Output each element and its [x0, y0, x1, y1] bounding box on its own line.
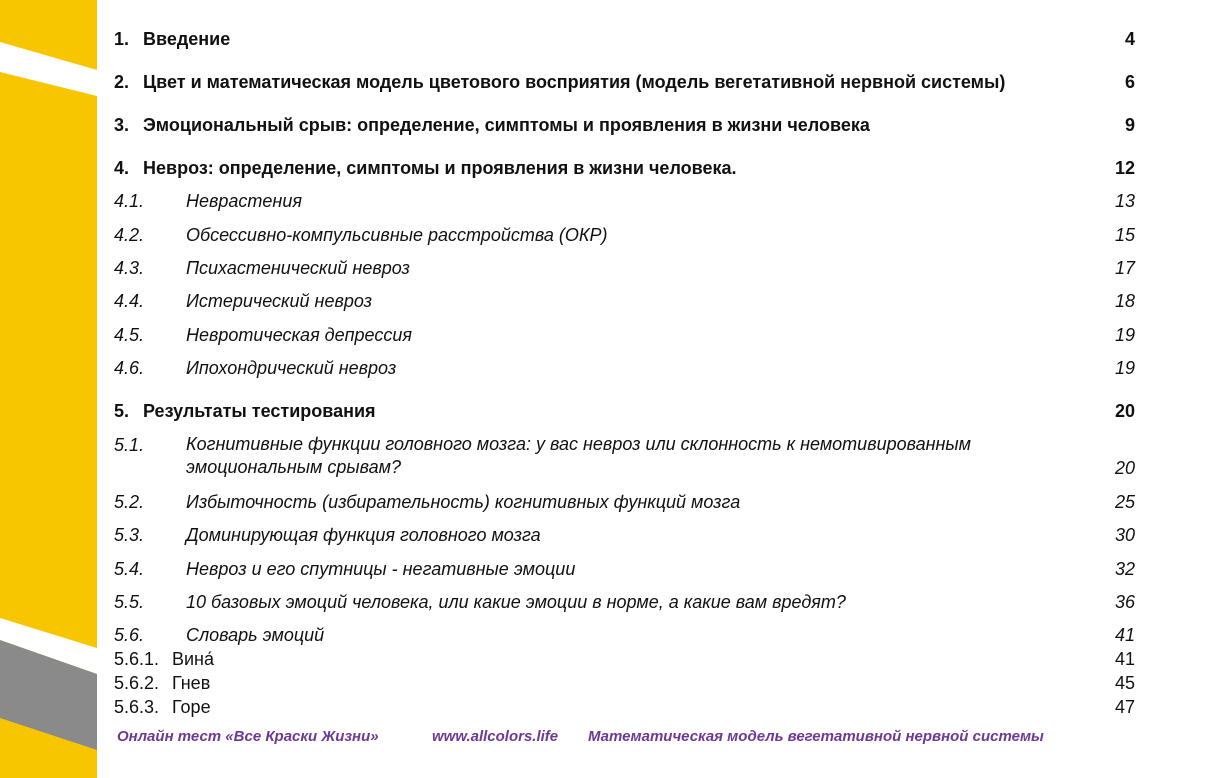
toc-entry-page: 17 [1114, 258, 1135, 278]
toc-entry-page: 41 [1114, 649, 1135, 669]
toc-entry-page: 4 [1124, 29, 1135, 49]
toc-entry-number: 4.4. [114, 291, 145, 311]
toc-subentry[interactable] [114, 523, 1135, 547]
toc-entry-number: 1. [114, 29, 130, 49]
footer-model-title: Математическая модель вегетативной нервной системы [588, 728, 1044, 745]
toc-entry-title: Словарь эмоций [186, 625, 325, 645]
toc-entry-title: Цвет и математическая модель цветового восприятия (модель вегетативной нервной системы) [143, 72, 1006, 92]
toc-subentry[interactable] [114, 623, 1135, 647]
toc-entry-page: 19 [1114, 325, 1135, 345]
toc-entry-page: 9 [1124, 115, 1135, 135]
toc-entry-page: 6 [1124, 72, 1135, 92]
toc-subentry[interactable] [114, 289, 1135, 313]
toc-entry-title: Обсессивно-компульсивные расстройства (ОКР) [186, 225, 608, 245]
toc-entry-title: 10 базовых эмоций человека, или какие эмоции в норме, а какие вам вредят? [186, 592, 846, 612]
toc-entry-number: 5.6.3. [114, 697, 160, 717]
toc-entry-number: 4.6. [114, 358, 145, 378]
toc-entry-page: 20 [1114, 401, 1135, 421]
toc-entry-title: Психастенический невроз [186, 258, 410, 278]
toc-entry-number: 5.6.1. [114, 649, 160, 669]
toc-entry-title: Избыточность (избирательность) когнитивных функций мозга [186, 492, 741, 512]
toc-entry-page: 20 [1114, 458, 1135, 478]
toc-subentry[interactable] [114, 323, 1135, 347]
toc-entry-number: 4.5. [114, 325, 145, 345]
toc-entry-number: 5.2. [114, 492, 145, 512]
toc-entry-number: 5.6.2. [114, 673, 160, 693]
toc-entry-page: 30 [1114, 525, 1135, 545]
toc-entry-title: Истерический невроз [186, 291, 373, 311]
toc-entry-title: Введение [143, 29, 231, 49]
toc-entry-title-line1: Когнитивные функции головного мозга: у вас невроз или склонность к немотивированным [186, 434, 972, 454]
toc-subentry[interactable] [114, 223, 1135, 247]
toc-entry-title: Результаты тестирования [143, 401, 376, 421]
toc-entry-page: 13 [1114, 191, 1135, 211]
toc-entry-title: Невротическая депрессия [186, 325, 412, 345]
toc-subentry[interactable] [114, 490, 1135, 514]
toc-entry-page: 19 [1114, 358, 1135, 378]
toc-entry-page: 32 [1114, 559, 1135, 579]
toc-entry-number: 5.6. [114, 625, 145, 645]
toc-entry-title: Невроз: определение, симптомы и проявления в жизни человека. [143, 158, 737, 178]
toc-entry-number: 5.5. [114, 592, 145, 612]
toc-entry-title: Вина́ [172, 649, 215, 669]
toc-entry[interactable] [114, 113, 1135, 137]
toc-subentry[interactable] [114, 256, 1135, 280]
toc-entry-number: 4.2. [114, 225, 145, 245]
toc-entry-number: 4.3. [114, 258, 145, 278]
toc-entry-number: 4.1. [114, 191, 145, 211]
toc-entry-page: 36 [1114, 592, 1135, 612]
toc-entry-title: Горе [172, 697, 211, 717]
toc-entry[interactable] [114, 399, 1135, 423]
toc-entry[interactable] [114, 70, 1135, 94]
toc-entry-number: 5.1. [114, 435, 145, 455]
toc-entry-number: 5. [114, 401, 130, 421]
toc-entry[interactable] [114, 156, 1135, 180]
toc-subentry[interactable] [114, 433, 1135, 481]
footer-website-link[interactable]: www.allcolors.life [432, 728, 559, 745]
toc-entry-title: Невроз и его спутницы - негативные эмоции [186, 559, 576, 579]
toc-subsubentry[interactable] [114, 671, 1135, 695]
toc-subsubentry[interactable] [114, 647, 1135, 671]
toc-entry[interactable] [114, 27, 1135, 51]
toc-entry-title: Неврастения [186, 191, 302, 211]
toc-entry-page: 25 [1114, 492, 1135, 512]
toc-entry-number: 5.3. [114, 525, 145, 545]
toc-entry-number: 3. [114, 115, 130, 135]
toc-entry-title: Ипохондрический невроз [186, 358, 397, 378]
toc-entry-title: Доминирующая функция головного мозга [186, 525, 541, 545]
toc-entry-page: 12 [1114, 158, 1135, 178]
toc-entry-title: Эмоциональный срыв: определение, симптомы и проявления в жизни человека [143, 115, 870, 135]
toc-entry-title [186, 433, 971, 479]
toc-entry-page: 15 [1114, 225, 1135, 245]
toc-entry-number: 5.4. [114, 559, 145, 579]
toc-entry-number: 4. [114, 158, 130, 178]
toc-subentry[interactable] [114, 189, 1135, 213]
toc-subentry[interactable] [114, 557, 1135, 581]
toc-entry-title-line2: эмоциональным срывам? [186, 457, 401, 477]
toc-entry-page: 47 [1114, 697, 1135, 717]
toc-subentry[interactable] [114, 590, 1135, 614]
toc-entry-page: 45 [1114, 673, 1135, 693]
toc-entry-page: 41 [1114, 625, 1135, 645]
toc-entry-title: Гнев [172, 673, 211, 693]
toc-subsubentry[interactable] [114, 695, 1135, 719]
toc-entry-number: 2. [114, 72, 130, 92]
footer-test-title: Онлайн тест «Все Краски Жизни» [117, 728, 379, 745]
toc-entry-page: 18 [1114, 291, 1135, 311]
toc-subentry[interactable] [114, 356, 1135, 380]
